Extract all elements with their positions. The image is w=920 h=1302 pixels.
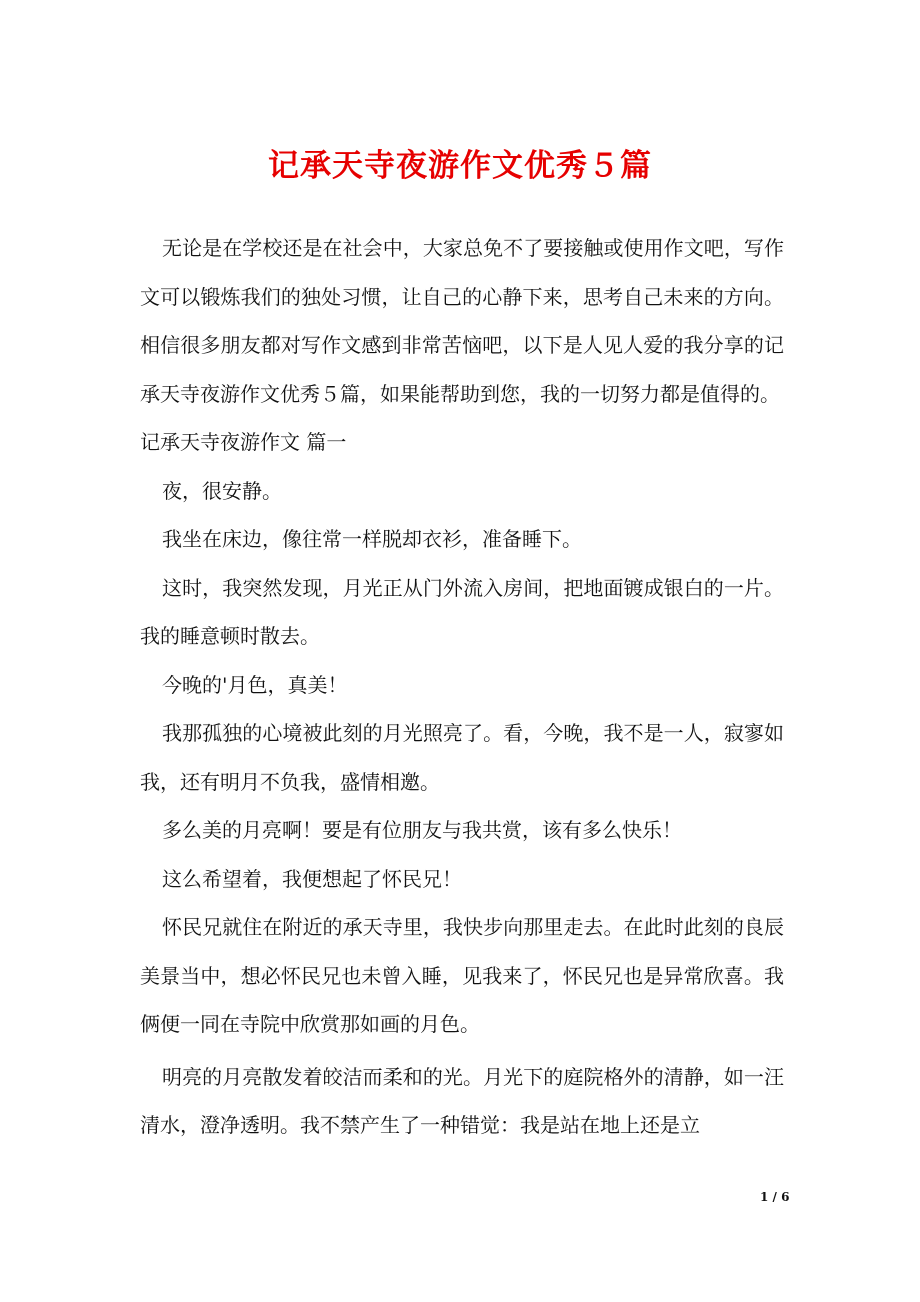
document-body: [140, 224, 784, 1150]
paragraph: 怀民兄就住在附近的承天寺里，我快步向那里走去。在此时此刻的良辰美景当中，想必怀民兄也未曾入睡，见我来了，怀民兄也是异常欣喜。我俩便一同在寺院中欣赏那如画的月色。: [140, 915, 784, 1036]
document-title: 记承天寺夜游作文优秀５篇: [268, 148, 652, 184]
paragraph: 多么美的月亮啊！要是有位朋友与我共赏，该有多么快乐！: [162, 818, 682, 842]
intro-paragraph: 无论是在学校还是在社会中，大家总免不了要接触或使用作文吧，写作文可以锻炼我们的独处习惯，让自己的心静下来，思考自己未来的方向。相信很多朋友都对写作文感到非常苦恼吧，以下是人见人爱的我分享的记承天寺夜游作文优秀５篇，如果能帮助到您，我的一切努力都是值得的。: [140, 236, 784, 406]
paragraph: 我坐在床边，像往常一样脱却衣衫，准备睡下。: [162, 527, 582, 551]
paragraph: 我那孤独的心境被此刻的月光照亮了。看，今晚，我不是一人，寂寥如我，还有明月不负我，盛情相邀。: [140, 721, 784, 794]
section-heading: 记承天寺夜游作文 篇一: [140, 430, 347, 454]
paragraph: 这么希望着，我便想起了怀民兄！: [162, 866, 462, 891]
paragraph: 夜，很安静。: [162, 478, 282, 503]
paragraph: 明亮的月亮散发着皎洁而柔和的光。月光下的庭院格外的清静，如一汪清水，澄净透明。我不禁产生了一种错觉：我是站在地上还是立: [140, 1064, 784, 1137]
page-number: 1 / 6: [760, 1190, 790, 1204]
paragraph: 今晚的'月色，真美！: [162, 672, 348, 697]
paragraph: 这时，我突然发现，月光正从门外流入房间，把地面镀成银白的一片。我的睡意顿时散去。: [140, 575, 784, 648]
